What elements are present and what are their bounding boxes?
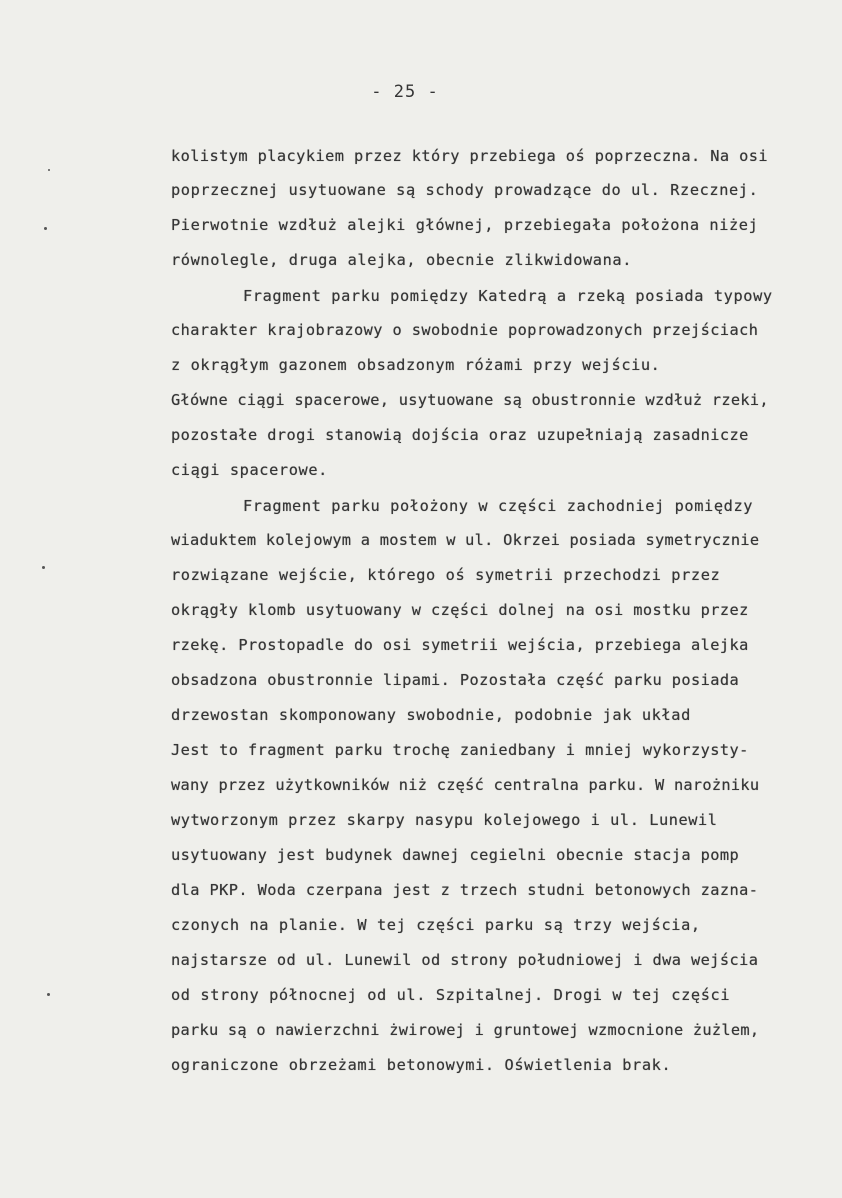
text-line-19: wany przez użytkowników niż część centralna parku. W narożniku xyxy=(171,776,760,794)
text-line-20: wytworzonym przez skarpy nasypu kolejowego i ul. Lunewil xyxy=(171,811,718,829)
text-line-21: usytuowany jest budynek dawnej cegielni obecnie stacja pomp xyxy=(171,846,740,864)
text-line-13: rozwiązane wejście, którego oś symetrii przechodzi przez xyxy=(171,566,721,584)
margin-speck xyxy=(47,993,50,996)
text-line-10: ciągi spacerowe. xyxy=(171,461,328,479)
text-line-7: z okrągłym gazonem obsadzonym różami przy wejściu. xyxy=(171,356,661,374)
text-line-14: okrągły klomb usytuowany w części dolnej na osi mostku przez xyxy=(171,601,749,619)
text-line-24: najstarsze od ul. Lunewil od strony południowej i dwa wejścia xyxy=(171,951,759,969)
text-line-1: kolistym placykiem przez który przebiega oś poprzeczna. Na osi xyxy=(171,147,769,165)
text-line-15: rzekę. Prostopadle do osi symetrii wejścia, przebiega alejka xyxy=(171,636,749,654)
text-line-12: wiaduktem kolejowym a mostem w ul. Okrzei posiada symetrycznie xyxy=(171,531,760,549)
page-number: - 25 - xyxy=(371,82,439,102)
text-line-3: Pierwotnie wzdłuż alejki głównej, przebiegała położona niżej xyxy=(171,216,759,234)
text-line-6: charakter krajobrazowy o swobodnie poprowadzonych przejściach xyxy=(171,321,759,339)
margin-speck xyxy=(48,169,50,171)
text-line-17: drzewostan skomponowany swobodnie, podobnie jak układ xyxy=(171,706,691,724)
text-line-11: Fragment parku położony w części zachodniej pomiędzy xyxy=(243,497,754,515)
margin-speck xyxy=(44,227,47,230)
text-line-18: Jest to fragment parku trochę zaniedbany i mniej wykorzysty- xyxy=(171,741,749,759)
margin-speck xyxy=(42,566,45,569)
text-line-16: obsadzona obustronnie lipami. Pozostała część parku posiada xyxy=(171,671,740,689)
text-line-25: od strony północnej od ul. Szpitalnej. Drogi w tej części xyxy=(171,986,731,1004)
text-line-27: ograniczone obrzeżami betonowymi. Oświetlenia brak. xyxy=(171,1056,672,1074)
text-line-4: równolegle, druga alejka, obecnie zlikwidowana. xyxy=(171,251,633,269)
text-line-8: Główne ciągi spacerowe, usytuowane są obustronnie wzdłuż rzeki, xyxy=(171,391,769,409)
text-line-2: poprzecznej usytuowane są schody prowadzące do ul. Rzecznej. xyxy=(171,181,759,199)
text-line-5: Fragment parku pomiędzy Katedrą a rzeką posiada typowy xyxy=(243,287,773,305)
text-line-22: dla PKP. Woda czerpana jest z trzech studni betonowych zazna- xyxy=(171,881,759,899)
text-line-26: parku są o nawierzchni żwirowej i gruntowej wzmocnione żużlem, xyxy=(171,1021,760,1039)
text-line-9: pozostałe drogi stanowią dojścia oraz uzupełniają zasadnicze xyxy=(171,426,749,444)
text-line-23: czonych na planie. W tej części parku są trzy wejścia, xyxy=(171,916,701,934)
